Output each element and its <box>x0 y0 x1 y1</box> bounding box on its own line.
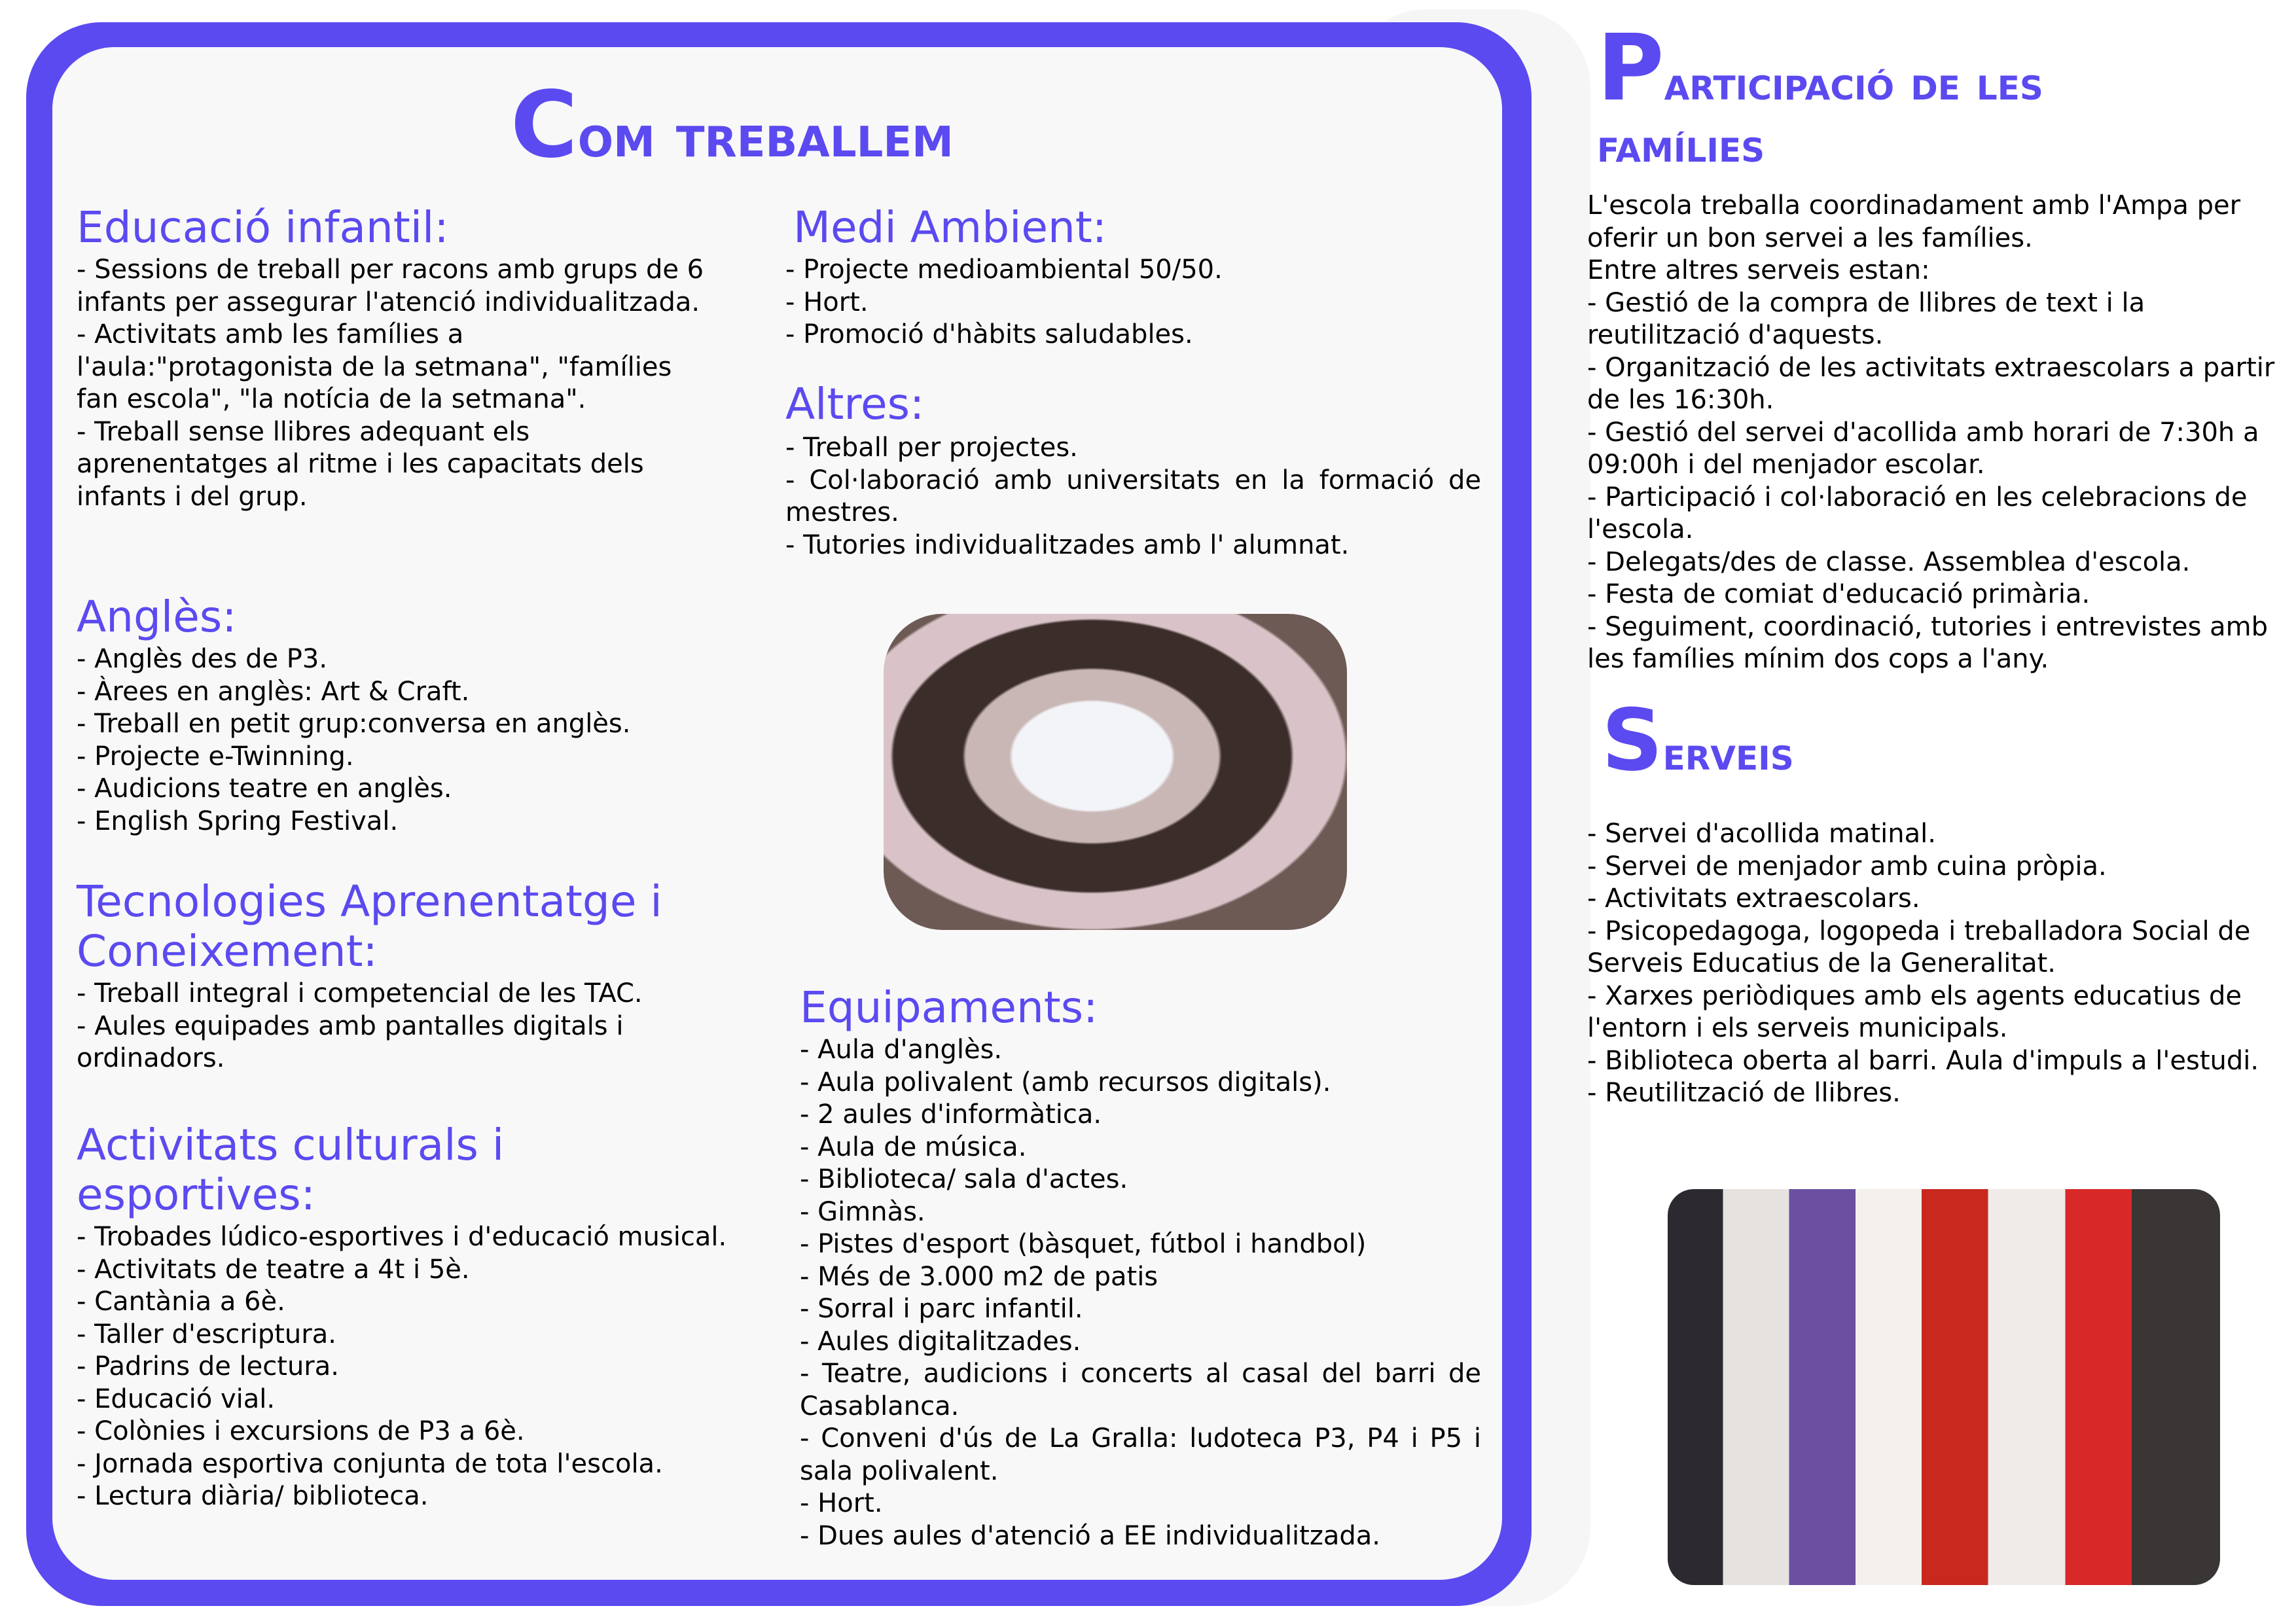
list-item: - Servei de menjador amb cuina pròpia. <box>1587 851 2107 882</box>
children-classroom-photo <box>884 614 1347 930</box>
list-educacio-infantil <box>77 254 705 513</box>
title-initial: S <box>1602 690 1663 790</box>
list-item: - Aula polivalent (amb recursos digitals). <box>800 1067 1331 1097</box>
list-item: - Reutilització de llibres. <box>1587 1078 1901 1108</box>
list-altres <box>785 432 1481 562</box>
list-item: - Àrees en anglès: Art & Craft. <box>77 676 470 707</box>
list-activitats <box>77 1221 731 1513</box>
list-item: - Dues aules d'atenció a EE individualitzada. <box>800 1520 1380 1551</box>
list-item: - Hort. <box>800 1488 883 1518</box>
list-item: - Gestió de la compra de llibres de text i la reutilització d'aquests. <box>1587 287 2145 350</box>
page-title <box>511 72 954 179</box>
list-serveis <box>1587 818 2294 1110</box>
list-item: - Sorral i parc infantil. <box>800 1294 1083 1324</box>
title-rest: erveis <box>1662 726 1794 781</box>
list-item: - Activitats de teatre a 4t i 5è. <box>77 1254 470 1285</box>
list-item: - Psicopedagoga, logopeda i treballadora Social de Serveis Educatius de la Generalitat. <box>1587 916 2251 978</box>
list-item: - Aules equipades amb pantalles digitals i ordinadors. <box>77 1010 624 1073</box>
list-item: - Participació i col·laboració en les celebracions de l'escola. <box>1587 482 2248 544</box>
carnival-children-photo <box>1668 1189 2220 1585</box>
list-item: - Anglès des de P3. <box>77 644 328 674</box>
list-item: - Treball integral i competencial de les TAC. <box>77 978 643 1008</box>
list-item: L'escola treballa coordinadament amb l'Ampa per oferir un bon servei a les famílies. <box>1587 190 2241 253</box>
list-medi-ambient <box>785 254 1481 351</box>
list-item: - English Spring Festival. <box>77 806 399 836</box>
list-item: - Activitats extraescolars. <box>1587 883 1920 914</box>
list-item: - Padrins de lectura. <box>77 1351 339 1382</box>
list-item: - Pistes d'esport (bàsquet, fútbol i handbol) <box>800 1229 1367 1259</box>
list-item: - Aules digitalitzades. <box>800 1326 1081 1357</box>
participacio-title-line2: famílies <box>1597 118 1765 173</box>
list-item: - Trobades lúdico-esportives i d'educació musical. <box>77 1222 727 1252</box>
list-item: - Tutories individualitzades amb l' alumnat. <box>785 529 1350 560</box>
serveis-title <box>1602 690 1794 790</box>
list-item: - Cantània a 6è. <box>77 1287 285 1317</box>
list-angles <box>77 643 764 838</box>
title-rest: articipació de les <box>1664 56 2043 111</box>
list-item: - Colònies i excursions de P3 a 6è. <box>77 1416 525 1446</box>
list-item: - Col·laboració amb universitats en la formació de mestres. <box>785 465 1481 527</box>
list-item: - Audicions teatre en anglès. <box>77 774 452 804</box>
list-item: - Més de 3.000 m2 de patis <box>800 1261 1158 1292</box>
list-item: - Gimnàs. <box>800 1196 925 1227</box>
list-item: - 2 aules d'informàtica. <box>800 1099 1102 1130</box>
title-initial: C <box>511 72 578 179</box>
heading-equipaments: Equipaments: <box>800 982 1098 1033</box>
list-item: - Xarxes periòdiques amb els agents educatius de l'entorn i els serveis municipals. <box>1587 980 2242 1043</box>
heading-angles: Anglès: <box>77 592 237 642</box>
list-item: - Seguiment, coordinació, tutories i entrevistes amb les famílies mínim dos cops a l'any. <box>1587 611 2268 674</box>
list-equipaments <box>800 1034 1481 1552</box>
title-rest: om treballem <box>577 101 954 171</box>
heading-tac: Tecnologies Aprenentatge i Coneixement: <box>77 876 662 976</box>
list-item: - Educació vial. <box>77 1383 276 1414</box>
list-participacio <box>1587 190 2281 676</box>
list-item: - Servei d'acollida matinal. <box>1587 819 1936 849</box>
list-item: - Projecte e-Twinning. <box>77 741 354 772</box>
list-tac <box>77 978 705 1075</box>
list-item: - Organització de les activitats extraescolars a partir de les 16:30h. <box>1587 352 2275 415</box>
list-item: - Aula de música. <box>800 1132 1027 1162</box>
list-item: - Taller d'escriptura. <box>77 1319 336 1349</box>
title-initial: P <box>1597 15 1664 122</box>
list-item: Entre altres serveis estan: <box>1587 255 1930 285</box>
list-item: - Sessions de treball per racons amb grups de 6 infants per assegurar l'atenció individualitzada. <box>77 255 704 317</box>
list-item: - Biblioteca/ sala d'actes. <box>800 1164 1128 1194</box>
list-item: - Biblioteca oberta al barri. Aula d'impuls a l'estudi. <box>1587 1045 2259 1076</box>
heading-medi-ambient: Medi Ambient: <box>793 202 1107 253</box>
list-item: - Lectura diària/ biblioteca. <box>77 1481 429 1511</box>
heading-activitats: Activitats culturals i esportives: <box>77 1120 505 1220</box>
list-item: - Jornada esportiva conjunta de tota l'escola. <box>77 1448 663 1479</box>
list-item: - Treball per projectes. <box>785 433 1078 463</box>
list-item: - Conveni d'ús de La Gralla: ludoteca P3, P4 i P5 i sala polivalent. <box>800 1423 1481 1486</box>
list-item: - Delegats/des de classe. Assemblea d'escola. <box>1587 546 2191 577</box>
list-item: - Treball sense llibres adequant els aprenentatges al ritme i les capacitats dels infants i del grup. <box>77 416 644 512</box>
list-item: - Promoció d'hàbits saludables. <box>785 319 1193 349</box>
list-item: - Projecte medioambiental 50/50. <box>785 255 1223 285</box>
list-item: - Gestió del servei d'acollida amb horari de 7:30h a 09:00h i del menjador escolar. <box>1587 417 2259 480</box>
list-item: - Hort. <box>785 287 869 317</box>
list-item: - Aula d'anglès. <box>800 1035 1003 1065</box>
list-item: - Treball en petit grup:conversa en anglès. <box>77 709 631 739</box>
heading-altres: Altres: <box>785 379 925 429</box>
list-item: - Activitats amb les famílies a l'aula:"protagonista de la setmana", "famílies fan escola", "la notícia de la setmana". <box>77 319 672 414</box>
heading-educacio-infantil: Educació infantil: <box>77 202 449 253</box>
list-item: - Festa de comiat d'educació primària. <box>1587 579 2090 609</box>
list-item: - Teatre, audicions i concerts al casal del barri de Casablanca. <box>800 1359 1481 1421</box>
